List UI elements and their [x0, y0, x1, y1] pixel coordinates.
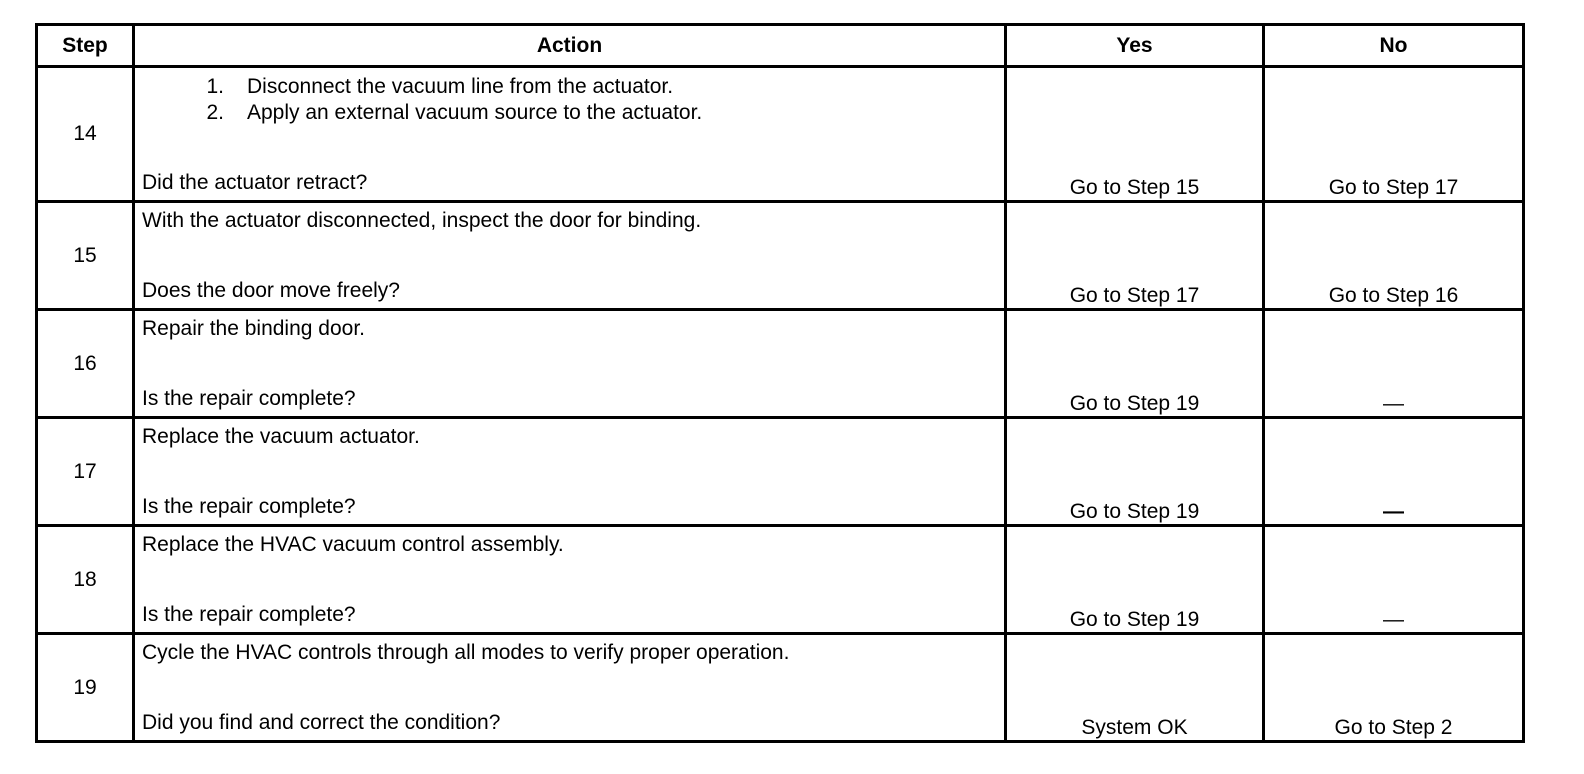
table-row — [37, 67, 1524, 202]
table-header-row — [37, 25, 1524, 67]
instruction-text: Repair the binding door. — [142, 317, 365, 340]
list-number: 1. — [206, 75, 224, 98]
step-number: 19 — [37, 634, 134, 742]
action-cell — [134, 67, 1006, 202]
table-row — [37, 310, 1524, 418]
instruction-text: Apply an external vacuum source to the actuator. — [247, 101, 703, 124]
no-result — [1264, 418, 1524, 526]
instruction-text: With the actuator disconnected, inspect the door for binding. — [142, 209, 702, 232]
action-cell — [134, 634, 1006, 742]
yes-result: Go to Step 19 — [1006, 526, 1264, 634]
dash-text: — — [1383, 392, 1404, 415]
yes-result: Go to Step 19 — [1006, 310, 1264, 418]
no-result: Go to Step 17 — [1264, 67, 1524, 202]
step-number: 18 — [37, 526, 134, 634]
dash-text: — — [1383, 608, 1404, 631]
action-cell — [134, 202, 1006, 310]
question-text: Is the repair complete? — [142, 495, 356, 518]
instruction-text: Disconnect the vacuum line from the actuator. — [247, 75, 674, 98]
step-number: 16 — [37, 310, 134, 418]
header-yes: Yes — [1006, 25, 1264, 67]
action-cell — [134, 418, 1006, 526]
header-step: Step — [37, 25, 134, 67]
action-cell — [134, 310, 1006, 418]
table-row — [37, 526, 1524, 634]
list-item — [142, 100, 1004, 126]
list-number: 2. — [206, 101, 224, 124]
no-result — [1264, 310, 1524, 418]
table-row — [37, 634, 1524, 742]
yes-result: System OK — [1006, 634, 1264, 742]
instruction-text: Cycle the HVAC controls through all modes to verify proper operation. — [142, 641, 790, 664]
no-result — [1264, 526, 1524, 634]
instruction-list — [135, 68, 1004, 126]
question-text: Does the door move freely? — [142, 279, 400, 302]
question-text: Did the actuator retract? — [142, 171, 368, 194]
dash-text: — — [1383, 500, 1404, 523]
yes-result: Go to Step 17 — [1006, 202, 1264, 310]
yes-result: Go to Step 19 — [1006, 418, 1264, 526]
list-item — [142, 74, 1004, 100]
action-cell — [134, 526, 1006, 634]
instruction-text: Replace the HVAC vacuum control assembly. — [142, 533, 564, 556]
header-no: No — [1264, 25, 1524, 67]
no-result: Go to Step 2 — [1264, 634, 1524, 742]
question-text: Is the repair complete? — [142, 387, 356, 410]
table-row — [37, 202, 1524, 310]
header-action: Action — [134, 25, 1006, 67]
instruction-text: Replace the vacuum actuator. — [142, 425, 420, 448]
table-row — [37, 418, 1524, 526]
no-result: Go to Step 16 — [1264, 202, 1524, 310]
step-number: 14 — [37, 67, 134, 202]
step-number: 15 — [37, 202, 134, 310]
yes-result: Go to Step 15 — [1006, 67, 1264, 202]
question-text: Is the repair complete? — [142, 603, 356, 626]
question-text: Did you find and correct the condition? — [142, 711, 501, 734]
diagnostic-table — [35, 23, 1525, 743]
step-number: 17 — [37, 418, 134, 526]
